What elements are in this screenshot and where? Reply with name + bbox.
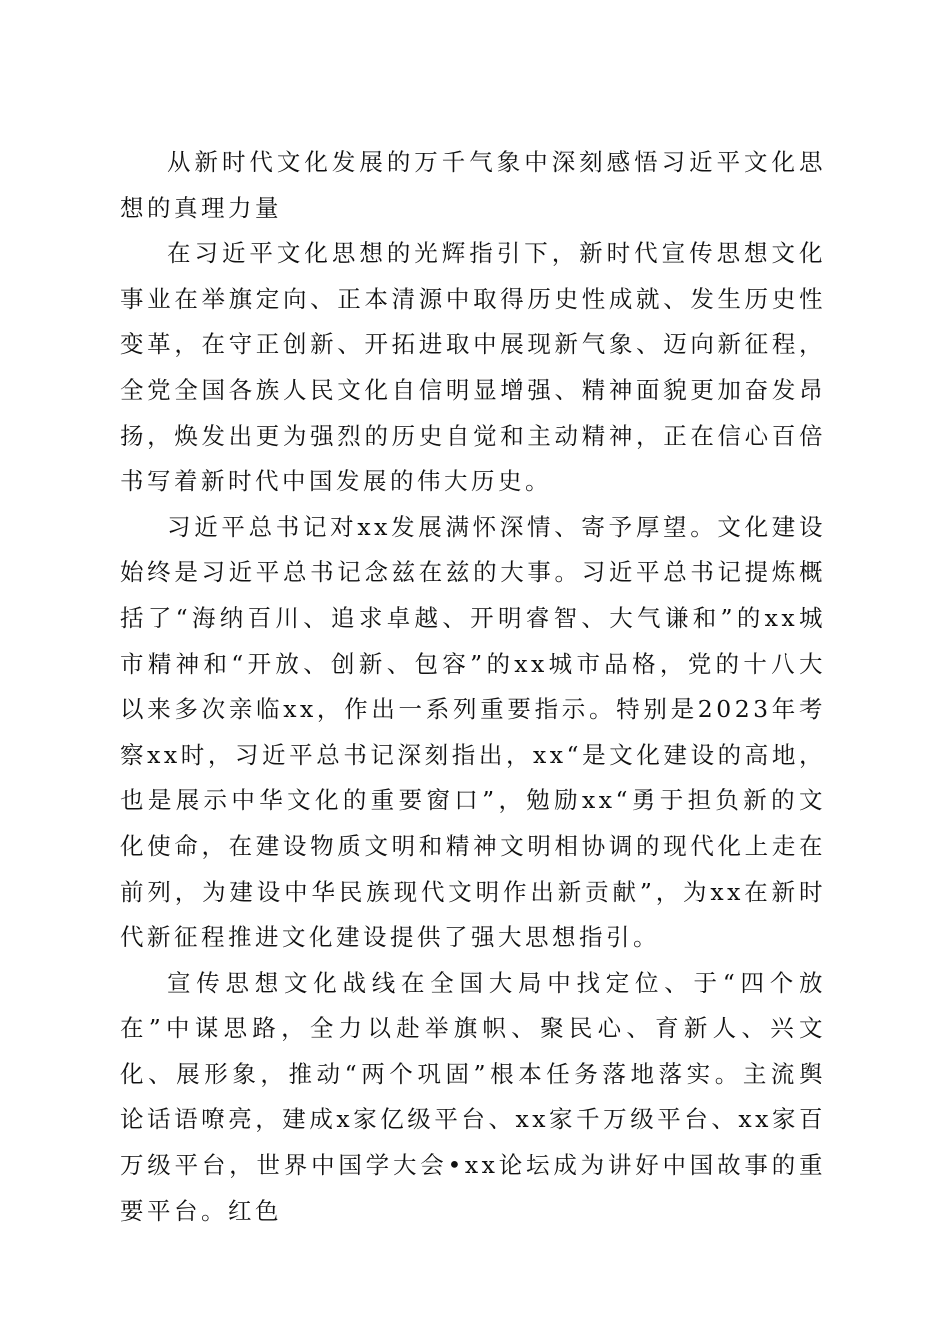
paragraph-3: 宣传思想文化战线在全国大局中找定位、于“四个放在”中谋思路，全力以赴举旗帜、聚民心、育新人、兴文化、展形象，推动“两个巩固”根本任务落地落实。主流舆论话语嘹亮，建成x家亿级平台、xx家千万级平台、xx家百万级平台，世界中国学大会•xx论坛成为讲好中国故事的重要平台。红色	[120, 968, 826, 1225]
paragraph-1: 在习近平文化思想的光辉指引下，新时代宣传思想文化事业在举旗定向、正本清源中取得历史性成就、发生历史性变革，在守正创新、开拓进取中展现新气象、迈向新征程，全党全国各族人民文化自信明显增强、精神面貌更加奋发昂扬，焕发出更为强烈的历史自觉和主动精神，正在信心百倍书写着新时代中国发展的伟大历史。	[120, 239, 826, 496]
document-body	[120, 140, 826, 1234]
paragraph-2: 习近平总书记对xx发展满怀深情、寄予厚望。文化建设始终是习近平总书记念兹在兹的大事。习近平总书记提炼概括了“海纳百川、追求卓越、开明睿智、大气谦和”的xx城市精神和“开放、创新、包容”的xx城市品格，党的十八大以来多次亲临xx，作出一系列重要指示。特别是2023年考察xx时，习近平总书记深刻指出，xx“是文化建设的高地，也是展示中华文化的重要窗口”，勉励xx“勇于担负新的文化使命，在建设物质文明和精神文明相协调的现代化上走在前列，为建设中华民族现代文明作出新贡献”，为xx在新时代新征程推进文化建设提供了强大思想指引。	[120, 512, 826, 952]
document-title: 从新时代文化发展的万千气象中深刻感悟习近平文化思想的真理力量	[120, 148, 826, 222]
